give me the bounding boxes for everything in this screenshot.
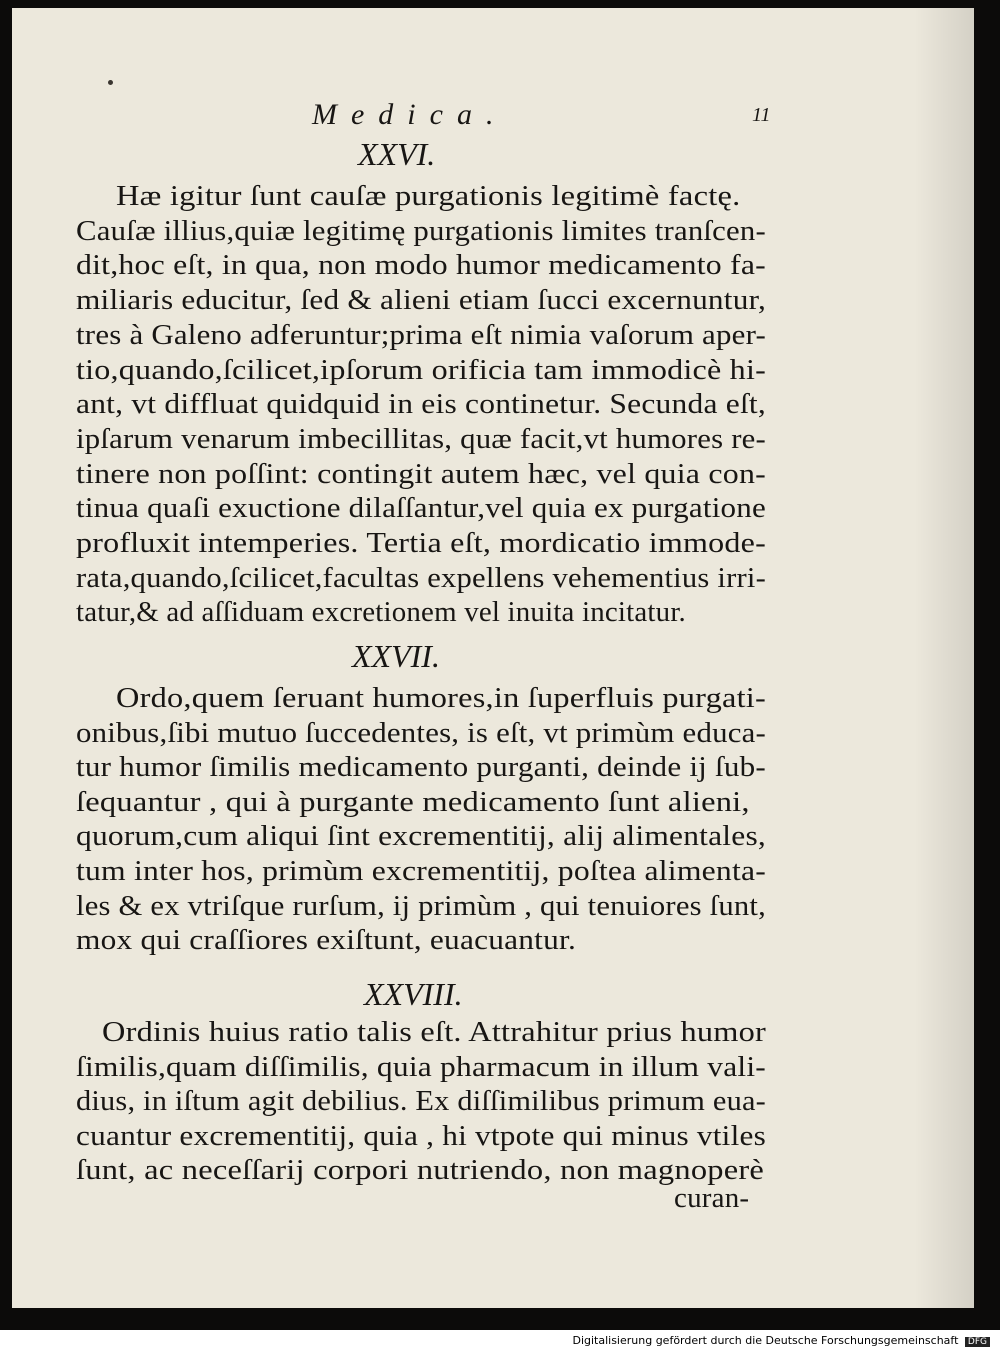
running-title: Medica. <box>312 98 508 131</box>
text-line: tinere non poſſint: contingit autem hæc, vel quia con- <box>76 457 766 490</box>
text-line: Ordinis huius ratio talis eſt. Attrahitur prius humor <box>102 1016 766 1048</box>
text-line: Cauſæ illius,quiæ legitimę purgationis limites tranſcen- <box>76 214 766 247</box>
dfg-logo: DFG <box>965 1337 990 1347</box>
text-line: tum inter hos, primùm excrementitij, poſtea alimenta- <box>76 855 766 887</box>
page-shadow <box>914 8 974 1308</box>
catchword: curan- <box>674 1182 750 1214</box>
text-line: rata,quando,ſcilicet,facultas expellens vehementius irri- <box>76 561 766 594</box>
text-line: ipſarum venarum imbecillitas, quæ facit,vt humores re- <box>76 422 766 455</box>
text-line: Hæ igitur ſunt cauſæ purgationis legitimè factę. <box>116 180 741 212</box>
text-line: Ordo,quem ſeruant humores,in ſuperfluis purgati- <box>116 682 766 714</box>
footer-credit <box>572 1334 990 1347</box>
text-line: ſimilis,quam diſſimilis, quia pharmacum in illum vali- <box>76 1050 766 1083</box>
text-line: quorum,cum aliqui ſint excrementitij, alij alimentales, <box>76 820 766 853</box>
text-line: tur humor ſimilis medicamento purganti, deinde ij ſub- <box>76 751 766 784</box>
section-heading: XXVIII. <box>364 976 463 1012</box>
text-line: tinua quaſi exuctione dilaſſantur,vel quia ex purgatione <box>76 492 766 525</box>
text-line: cuantur excrementitij, quia , hi vtpote qui minus vtiles <box>76 1119 766 1152</box>
text-line: miliaris educitur, ſed & alieni etiam ſucci excernuntur, <box>76 284 766 317</box>
text-line: dit,hoc eſt, in qua, non modo humor medicamento fa- <box>76 249 766 282</box>
text-line: dius, in iſtum agit debilius. Ex diſſimilibus primum eua- <box>76 1085 766 1117</box>
text-line: onibus,ſibi mutuo ſuccedentes, is eſt, vt primùm educa- <box>76 716 766 749</box>
section-heading: XXVI. <box>358 136 436 172</box>
text-line: tres à Galeno adferuntur;prima eſt nimia vaſorum aper- <box>76 318 766 351</box>
page-number: 11 <box>752 104 771 126</box>
text-line: ant, vt diffluat quidquid in eis continetur. Secunda eſt, <box>76 388 766 421</box>
text-line: tatur,& ad aſſiduam excretionem vel inuita incitatur. <box>76 596 686 629</box>
text-line: ſequantur , qui à purgante medicamento ſunt alieni, <box>76 785 750 818</box>
text-line: tio,quando,ſcilicet,ipſorum orificia tam immodicè hi- <box>76 353 766 386</box>
book-page <box>12 8 974 1308</box>
text-line: les & ex vtriſque rurſum, ij primùm , qui tenuiores ſunt, <box>76 889 766 922</box>
section-heading: XXVII. <box>352 638 440 674</box>
text-line: mox qui craſſiores exiſtunt, euacuantur. <box>76 924 576 957</box>
footer-text: Digitalisierung gefördert durch die Deutsche Forschungsgemeinschaft <box>572 1334 959 1347</box>
text-line: profluxit intemperies. Tertia eſt, mordicatio immode- <box>76 527 766 559</box>
ink-speck <box>108 80 113 85</box>
text-line: ſunt, ac neceſſarij corpori nutriendo, non magnoperè <box>76 1154 765 1186</box>
